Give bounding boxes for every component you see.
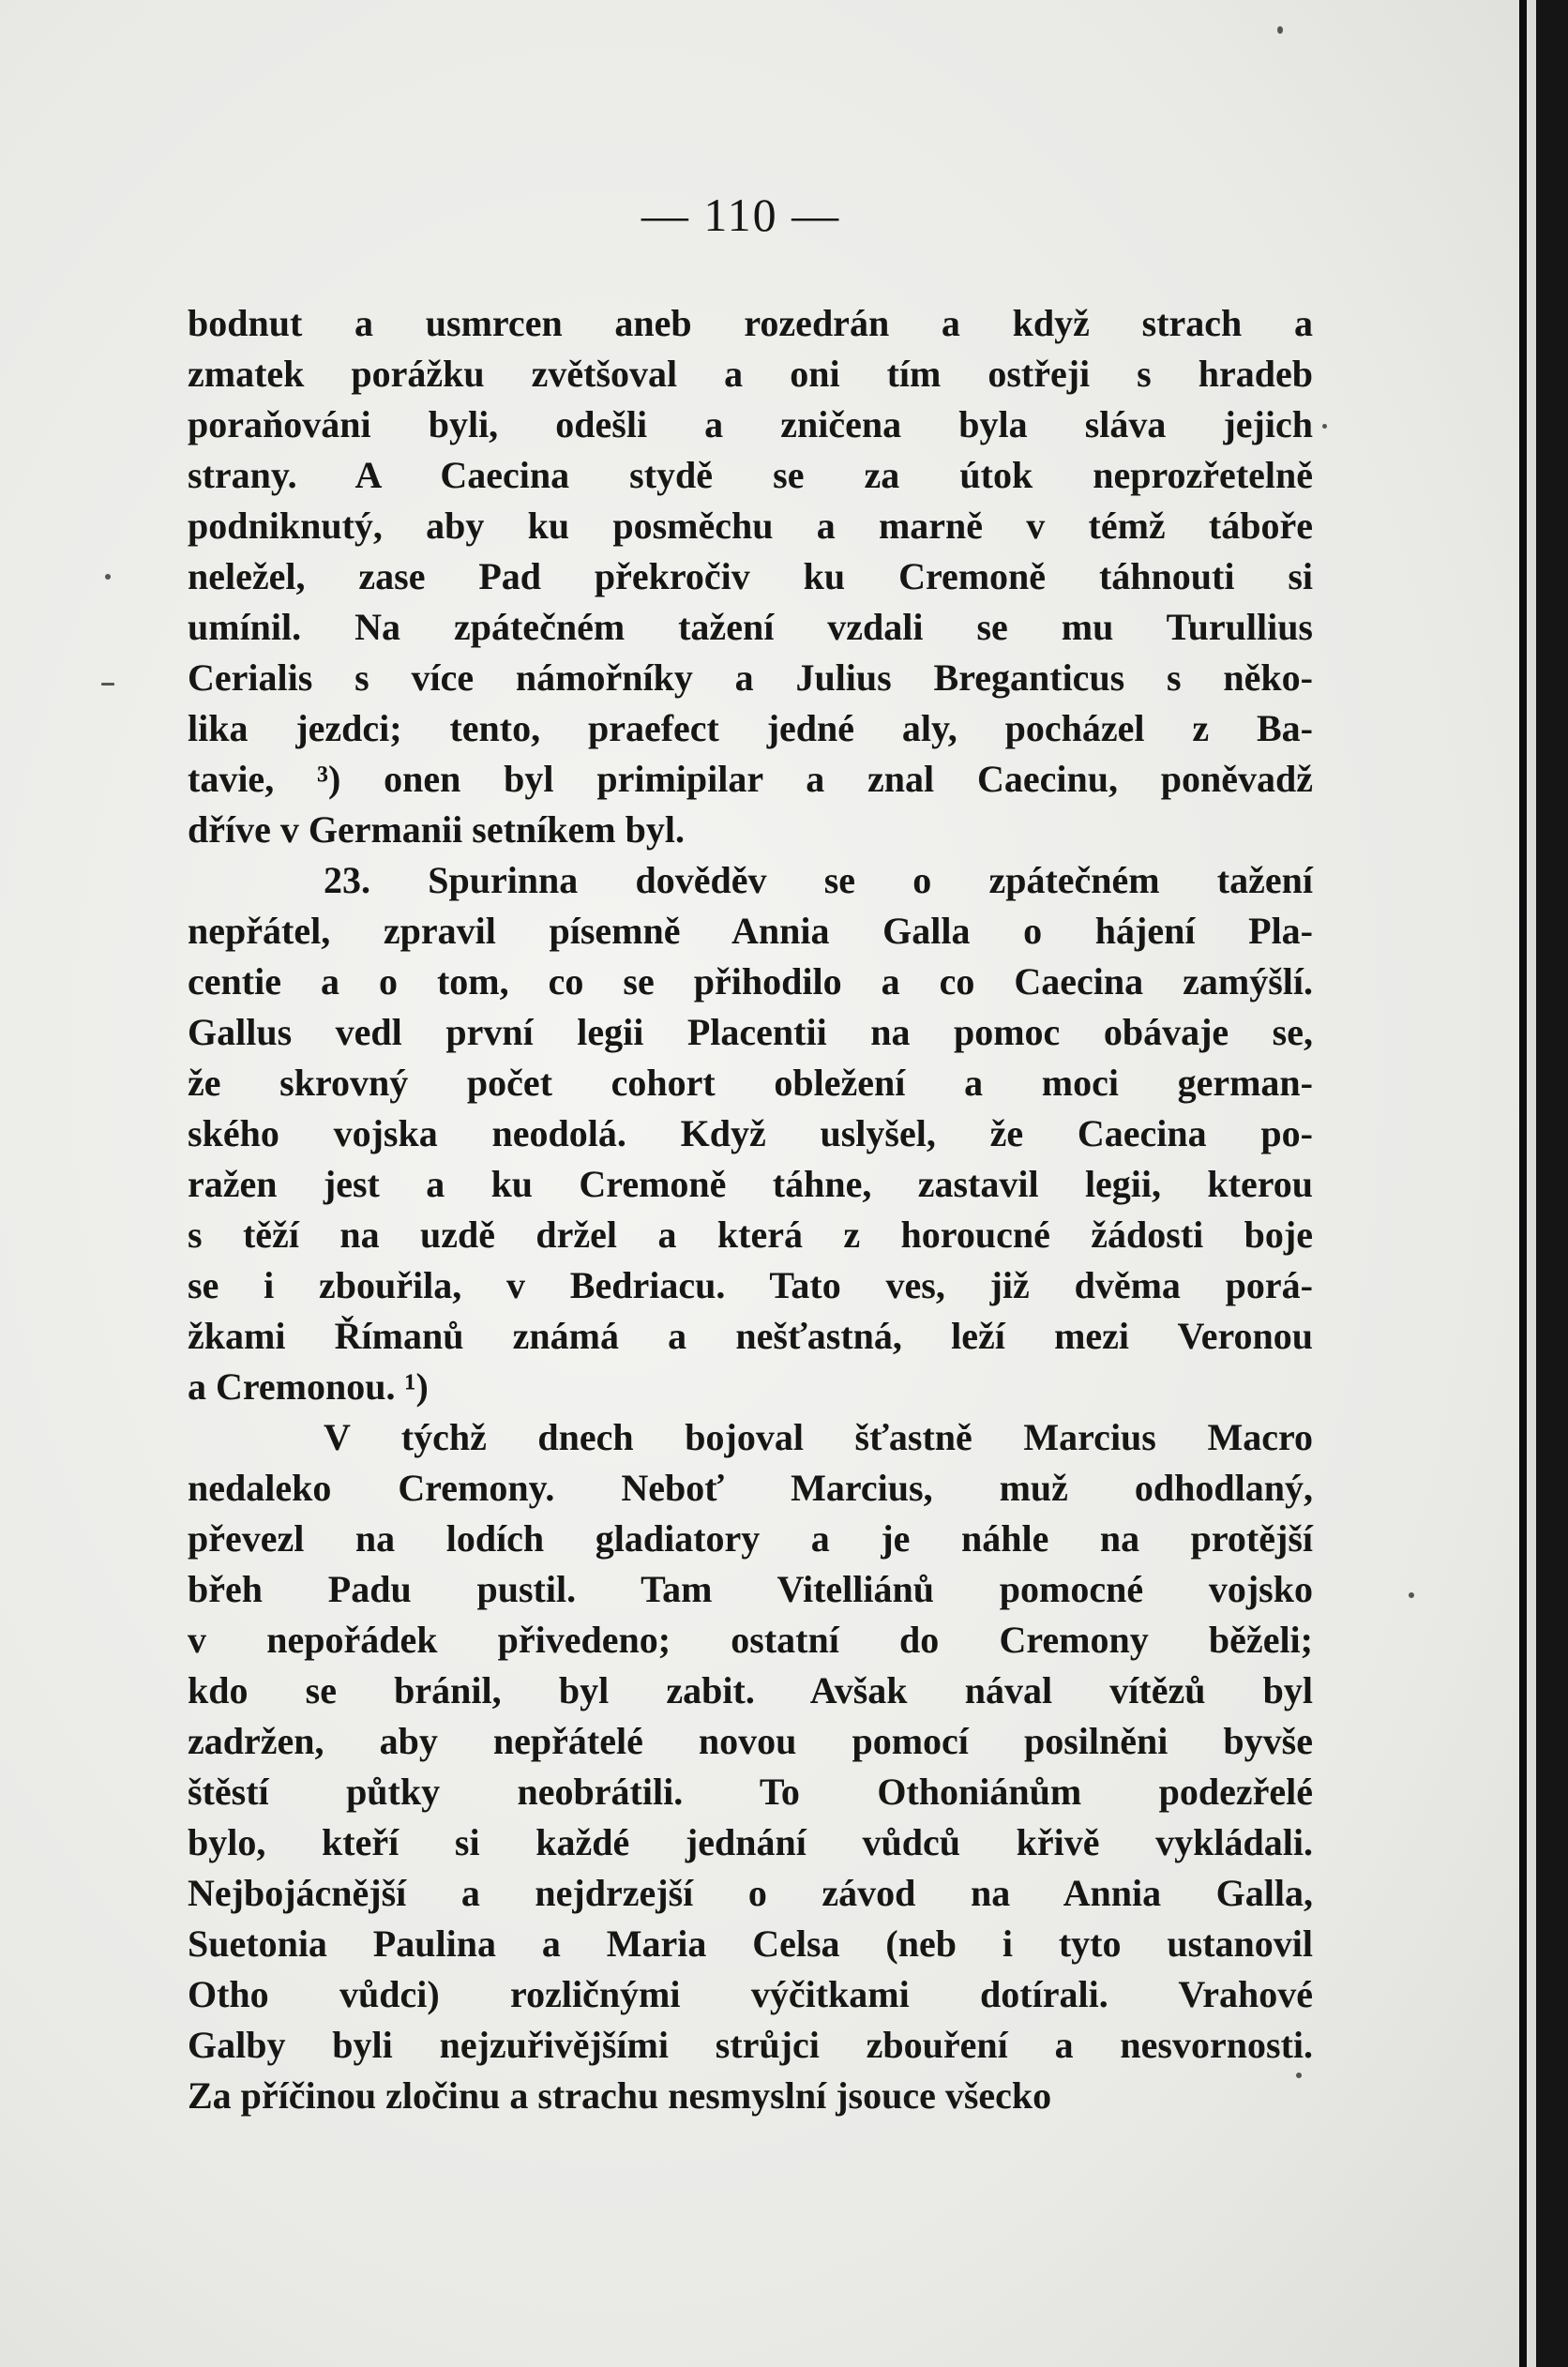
- text-line: a Cremonou. ¹): [188, 1365, 429, 1408]
- text-line: podniknutý, aby ku posměchu a marně v témž táboře: [188, 505, 1313, 547]
- text-line: dříve v Germanii setníkem byl.: [188, 808, 685, 851]
- text-line: Suetonia Paulina a Maria Celsa (neb i tyto ustanovil: [188, 1922, 1313, 1965]
- text-line: s těží na uzdě držel a která z horoucné žádosti boje: [188, 1214, 1313, 1256]
- text-line: v nepořádek přivedeno; ostatní do Cremony běželi;: [188, 1619, 1313, 1661]
- text-line: bodnut a usmrcen aneb rozedrán a když strach a: [188, 302, 1313, 344]
- text-line: Otho vůdci) rozličnými výčitkami dotírali. Vrahové: [188, 1973, 1313, 2015]
- text-line: štěstí půtky neobrátili. To Othoniánům podezřelé: [188, 1771, 1313, 1813]
- dust-speck: [101, 683, 114, 686]
- text-line: břeh Padu pustil. Tam Vitelliánů pomocné vojsko: [188, 1568, 1313, 1610]
- dust-speck: [1277, 26, 1283, 34]
- text-line: lika jezdci; tento, praefect jedné aly, pocházel z Ba-: [188, 707, 1313, 749]
- text-line: strany. A Caecina stydě se za útok neprozřetelně: [188, 454, 1313, 496]
- text-line: Cerialis s více námořníky a Julius Breganticus s něko-: [188, 656, 1313, 699]
- text-line: Nejbojácnější a nejdrzejší o závod na Annia Galla,: [188, 1872, 1313, 1914]
- text-line: ražen jest a ku Cremoně táhne, zastavil legii, kterou: [188, 1163, 1313, 1205]
- dust-speck: [1296, 2073, 1302, 2078]
- text-line: žkami Římanů známá a nešťastná, leží mezi Veronou: [188, 1315, 1313, 1357]
- text-line: Za příčinou zločinu a strachu nesmyslní jsouce všecko: [188, 2074, 1052, 2117]
- text-line: neležel, zase Pad překročiv ku Cremoně táhnouti si: [188, 555, 1313, 597]
- text-line: nedaleko Cremony. Neboť Marcius, muž odhodlaný,: [188, 1467, 1313, 1509]
- text-line: zadržen, aby nepřátelé novou pomocí posilněni byvše: [188, 1720, 1313, 1762]
- text-line: nepřátel, zpravil písemně Annia Galla o hájení Pla-: [188, 910, 1313, 952]
- text-line: převezl na lodích gladiatory a je náhle na protější: [188, 1517, 1313, 1560]
- text-line: že skrovný počet cohort obležení a moci german-: [188, 1062, 1313, 1104]
- text-line: V týchž dnech bojoval šťastně Marcius Macro: [324, 1416, 1313, 1458]
- text-line: Gallus vedl první legii Placentii na pomoc obávaje se,: [188, 1011, 1313, 1053]
- binding-strip: [1527, 0, 1536, 2367]
- text-line: ského vojska neodolá. Když uslyšel, že Caecina po-: [188, 1112, 1313, 1154]
- text-line: 23. Spurinna dověděv se o zpátečném tažení: [324, 859, 1313, 901]
- text-line: poraňováni byli, odešli a zničena byla sláva jejich: [188, 403, 1313, 445]
- binding-shadow: [1536, 0, 1568, 2367]
- text-line: tavie, ³) onen byl primipilar a znal Caecinu, poněvadž: [188, 758, 1313, 800]
- text-line: se i zbouřila, v Bedriacu. Tato ves, již dvěma porá-: [188, 1264, 1313, 1306]
- text-line: zmatek porážku zvětšoval a oni tím ostřeji s hradeb: [188, 353, 1313, 395]
- dust-speck: [1322, 424, 1327, 429]
- text-line: umínil. Na zpátečném tažení vzdali se mu Turullius: [188, 606, 1313, 648]
- dust-speck: [1409, 1592, 1414, 1598]
- page-number: — 110 —: [641, 188, 841, 241]
- text-line: kdo se bránil, byl zabit. Avšak nával vítězů byl: [188, 1669, 1313, 1711]
- dust-speck: [105, 574, 111, 580]
- body-text: [188, 298, 1313, 2121]
- text-line: bylo, kteří si každé jednání vůdců křivě vykládali.: [188, 1821, 1313, 1863]
- text-line: centie a o tom, co se přihodilo a co Caecina zamýšlí.: [188, 960, 1313, 1003]
- text-line: Galby byli nejzuřivějšími strůjci zbouření a nesvornosti.: [188, 2024, 1313, 2066]
